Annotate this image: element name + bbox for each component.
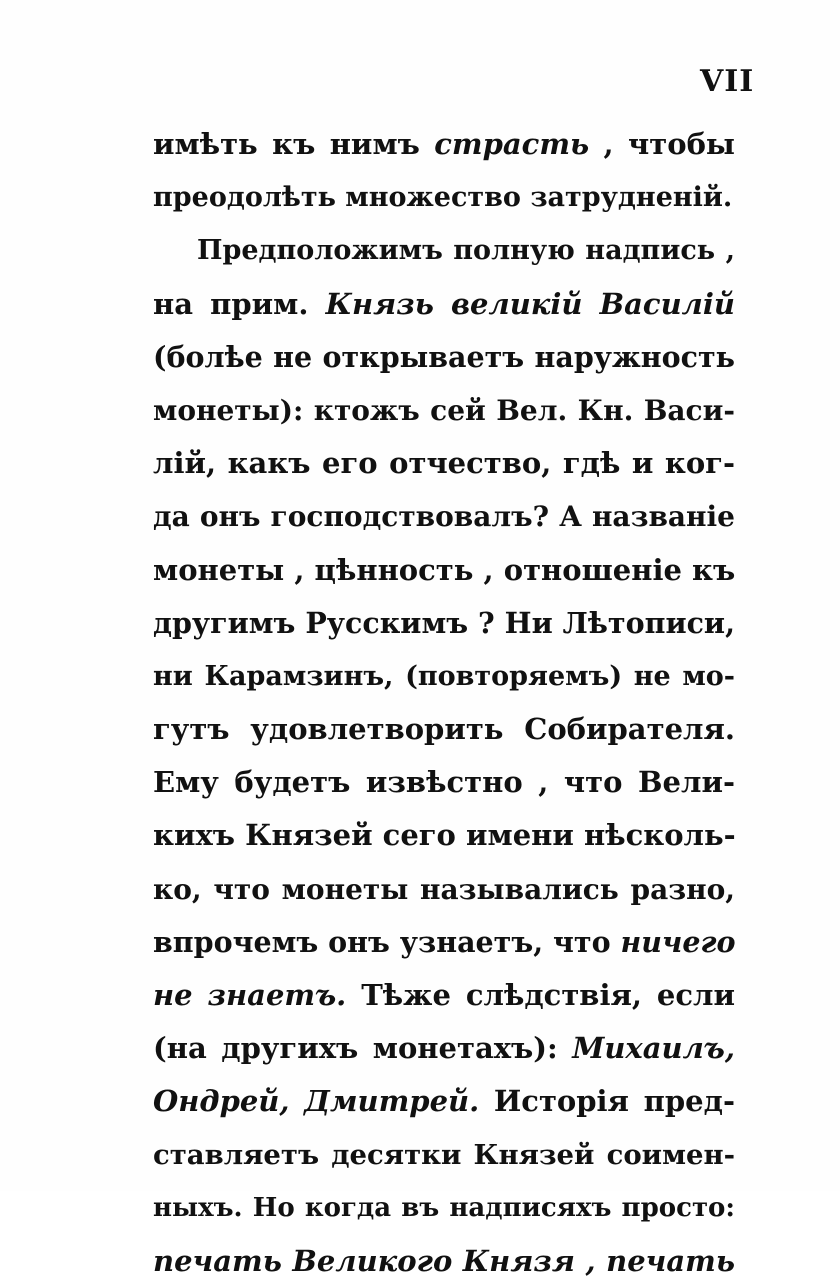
text-run: Предположимъ полную надпись , (197, 235, 735, 267)
text-run: преодолѣть множество затрудненій. (153, 182, 733, 214)
text-run: Ему будетъ извѣстно , что Вели- (153, 765, 735, 800)
text-line (153, 703, 735, 756)
italic-run: ничего (620, 924, 736, 959)
text-run: другимъ Русскимъ ? Ни Лѣтописи, (153, 605, 735, 640)
text-run: да онъ господствовалъ? А названіе (153, 500, 735, 534)
page-number: VII (700, 64, 755, 99)
text-run: (болѣе не открываетъ наружность (153, 339, 735, 374)
text-run: гутъ удовлетворить Собирателя. (153, 712, 735, 747)
italic-run: страсть (434, 127, 590, 161)
text-run: Исторія пред- (479, 1084, 735, 1119)
text-line (153, 384, 735, 437)
italic-run: Михаилъ, (572, 1031, 735, 1066)
text-run: ставляетъ десятки Князей соимен- (153, 1138, 735, 1171)
text-line (153, 1075, 735, 1128)
text-line (153, 916, 735, 969)
text-line (153, 1235, 735, 1288)
text-line (153, 437, 735, 490)
text-line (153, 490, 735, 543)
text-line (153, 969, 735, 1022)
text-line (153, 118, 735, 171)
text-line (153, 756, 735, 809)
text-run: имѣть къ нимъ (153, 127, 435, 161)
text-run: лій, какъ его отчество, гдѣ и ког- (153, 446, 735, 481)
text-run: ныхъ. Но когда въ надписяхъ просто: (153, 1192, 735, 1223)
italic-run: не знаетъ. (153, 978, 347, 1012)
italic-run: Ондрей, Дмитрей. (153, 1084, 480, 1119)
italic-run: печать Великого Князя , печать (153, 1243, 735, 1278)
text-line (153, 278, 735, 331)
text-run: Тѣже слѣдствія, если (346, 978, 735, 1012)
text-run: на прим. (153, 286, 326, 321)
text-line (153, 544, 735, 597)
paragraph-start-line (153, 224, 735, 277)
text-run: ни Карамзинъ, (повторяемъ) не мо- (153, 660, 735, 692)
text-line (153, 650, 735, 703)
italic-run: Князь великій Василій (325, 286, 736, 321)
text-run: (на другихъ монетахъ): (153, 1031, 573, 1066)
body-text (153, 118, 735, 1288)
text-run: , чтобы (589, 127, 735, 161)
text-line (153, 1182, 735, 1235)
text-run: впрочемъ онъ узнаетъ, что (153, 924, 621, 959)
text-line (153, 597, 735, 650)
text-run: монеты , цѣнность , отношеніе къ (153, 552, 736, 587)
text-line (153, 863, 735, 916)
text-line (153, 1129, 735, 1182)
text-line (153, 809, 735, 862)
text-run: монеты): ктожъ сей Вел. Кн. Васи- (153, 393, 735, 427)
text-line (153, 171, 735, 224)
text-line (153, 1022, 735, 1075)
text-run: кихъ Князей сего имени нѣсколь- (153, 818, 736, 853)
text-line (153, 331, 735, 384)
text-run: ко, что монеты назывались разно, (153, 872, 735, 906)
